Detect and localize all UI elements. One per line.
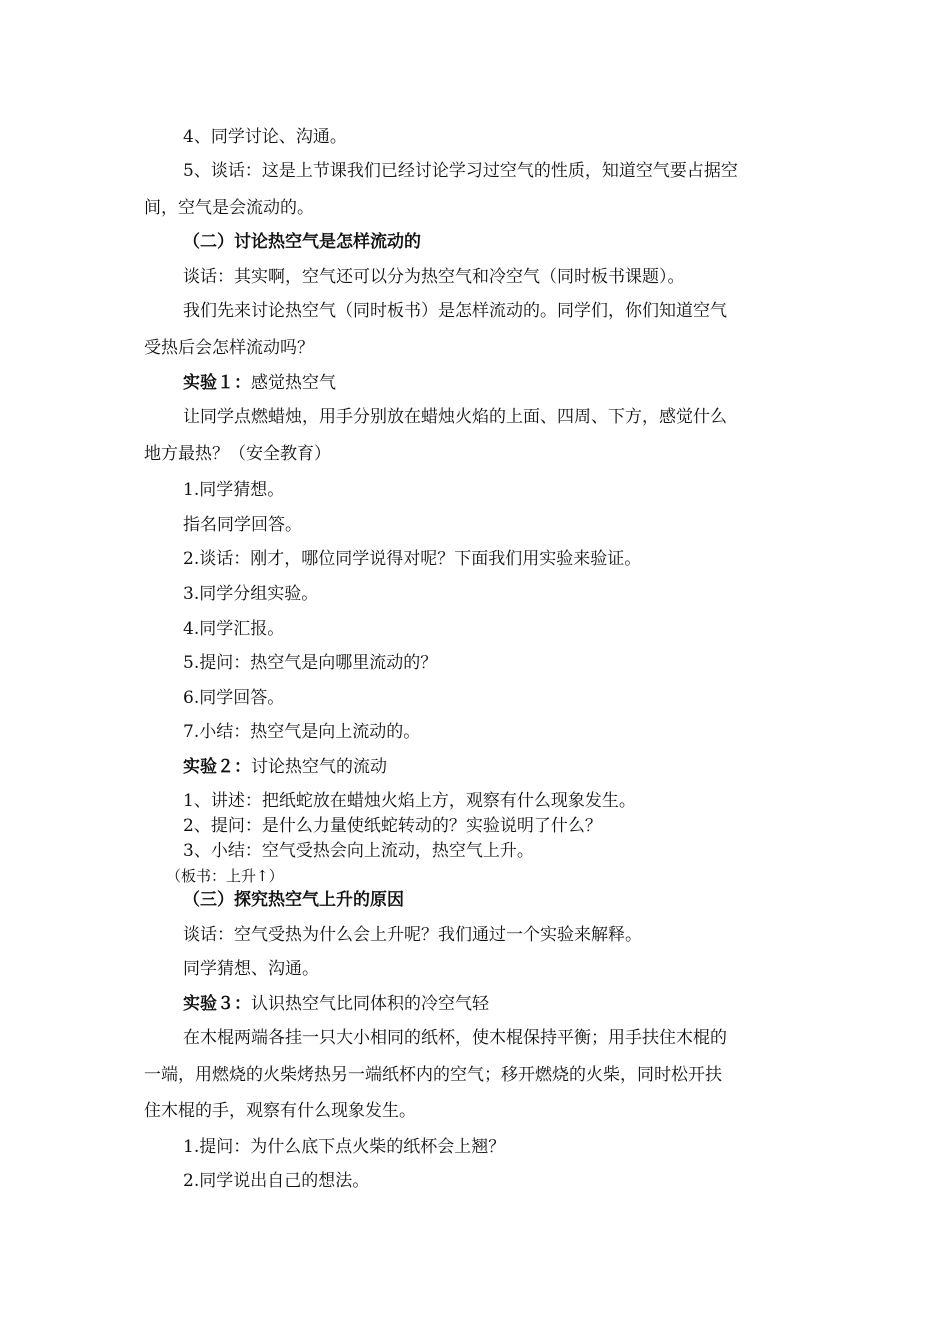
text-line: 1.提问：为什么底下点火柴的纸杯会上翘？ bbox=[183, 1137, 506, 1157]
experiment-label: 实验１： bbox=[183, 373, 251, 393]
text-line: 7.小结：热空气是向上流动的。 bbox=[183, 722, 421, 742]
text-line: 住木棍的手，观察有什么现象发生。 bbox=[144, 1101, 416, 1121]
text-line: 2、提问：是什么力量使纸蛇转动的？实验说明了什么？ bbox=[183, 816, 602, 836]
experiment-line bbox=[183, 994, 489, 1014]
text-line: 4.同学汇报。 bbox=[183, 619, 285, 639]
text-line: 5.提问：热空气是向哪里流动的？ bbox=[183, 653, 438, 673]
text-line: 3.同学分组实验。 bbox=[183, 584, 319, 604]
text-line: 4、同学讨论、沟通。 bbox=[183, 127, 347, 147]
section-heading: （二）讨论热空气是怎样流动的 bbox=[183, 232, 421, 252]
text-line: 我们先来讨论热空气（同时板书）是怎样流动的。同学们，你们知道空气 bbox=[183, 301, 727, 321]
text-line: 一端，用燃烧的火柴烤热另一端纸杯内的空气；移开燃烧的火柴，同时松开扶 bbox=[144, 1065, 722, 1085]
text-line: 1、讲述：把纸蛇放在蜡烛火焰上方，观察有什么现象发生。 bbox=[183, 791, 636, 811]
text-line: 间，空气是会流动的。 bbox=[144, 198, 314, 218]
experiment-line bbox=[183, 373, 336, 393]
text-line: 在木棍两端各挂一只大小相同的纸杯，使木棍保持平衡；用手扶住木棍的 bbox=[183, 1028, 727, 1048]
text-line: 谈话：其实啊，空气还可以分为热空气和冷空气（同时板书课题）。 bbox=[183, 267, 685, 287]
text-line: 谈话：空气受热为什么会上升呢？我们通过一个实验来解释。 bbox=[183, 925, 642, 945]
section-heading: （三）探究热空气上升的原因 bbox=[183, 890, 404, 910]
experiment-title: 认识热空气比同体积的冷空气轻 bbox=[251, 994, 489, 1014]
experiment-title: 感觉热空气 bbox=[251, 373, 336, 393]
text-line: 地方最热？（安全教育） bbox=[144, 444, 331, 464]
text-line: 指名同学回答。 bbox=[183, 515, 302, 535]
text-line: 同学猜想、沟通。 bbox=[183, 959, 319, 979]
experiment-label: 实验３： bbox=[183, 994, 251, 1014]
text-line: 6.同学回答。 bbox=[183, 688, 285, 708]
experiment-line bbox=[183, 757, 387, 777]
experiment-label: 实验２： bbox=[183, 757, 251, 777]
experiment-title: 讨论热空气的流动 bbox=[251, 757, 387, 777]
text-line: 5、谈话：这是上节课我们已经讨论学习过空气的性质，知道空气要占据空 bbox=[183, 161, 738, 181]
board-note: （板书：上升↑） bbox=[166, 867, 284, 885]
text-line: 2.谈话：刚才，哪位同学说得对呢？下面我们用实验来验证。 bbox=[183, 549, 642, 569]
text-line: 2.同学说出自己的想法。 bbox=[183, 1171, 370, 1191]
text-line: 3、小结：空气受热会向上流动，热空气上升。 bbox=[183, 841, 534, 861]
text-line: 受热后会怎样流动吗？ bbox=[144, 338, 314, 358]
text-line: 1.同学猜想。 bbox=[183, 480, 285, 500]
text-line: 让同学点燃蜡烛，用手分别放在蜡烛火焰的上面、四周、下方，感觉什么 bbox=[183, 407, 727, 427]
